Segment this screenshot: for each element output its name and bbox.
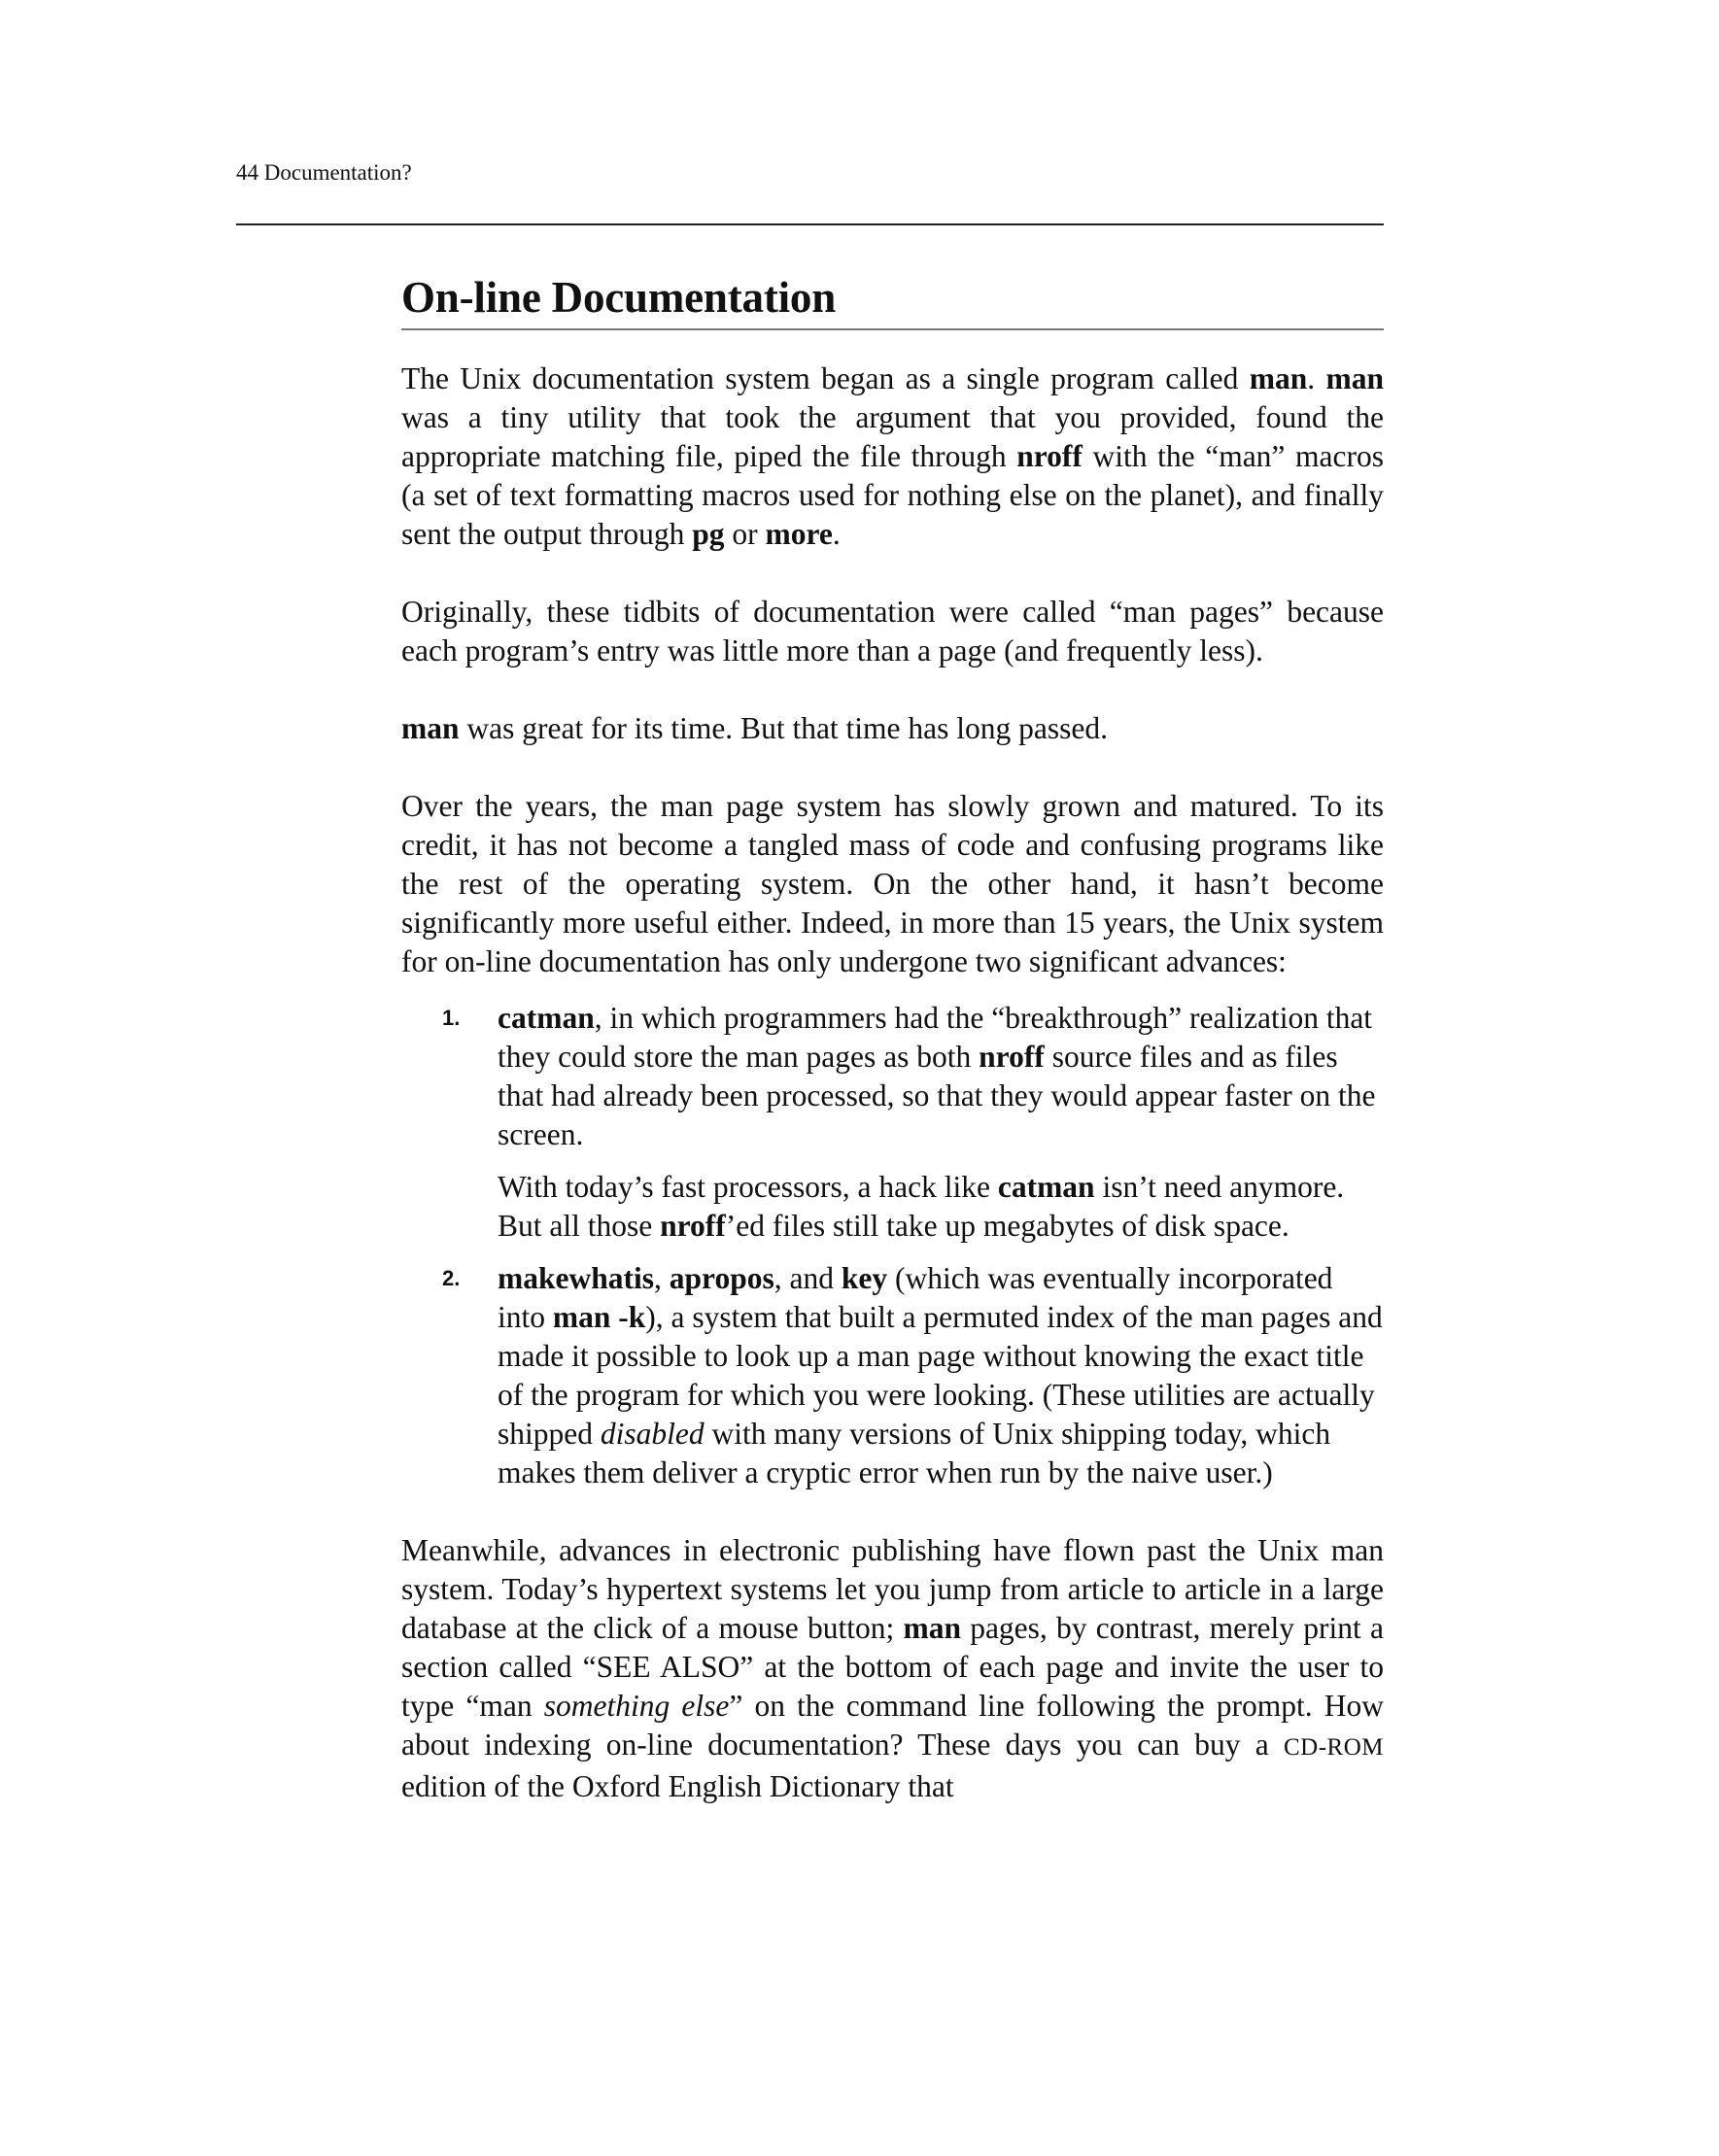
command-name: makewhatis	[498, 1261, 655, 1295]
command-name: man	[1249, 361, 1308, 395]
command-name: catman	[997, 1170, 1095, 1204]
command-name: man -k	[552, 1300, 646, 1334]
title-rule	[401, 328, 1384, 330]
advances-list	[401, 999, 1384, 1492]
command-name: key	[841, 1261, 888, 1295]
paragraph-man-pages: Originally, these tidbits of documentation were called “man pages” because each program’s entry was little more than a page (and frequently less).	[401, 595, 1384, 667]
paragraph-intro: The Unix documentation system began as a single program called man. man was a tiny utility that took the argument that you provided, found the appropriate matching file, piped the file through nroff with the “man” macros (a set of text formatting macros used for nothing else on the planet), and finally sent the output through pg or more.	[401, 361, 1385, 551]
list-item-text: catman, in which programmers had the “breakthrough” realization that they could store the man pages as both nroff source files and as files that had already been processed, so that they would appear faster on the screen.	[498, 1001, 1376, 1151]
paragraph-man-great: man was great for its time. But that time has long passed.	[401, 711, 1109, 745]
command-name: pg	[692, 517, 725, 551]
header-rule	[236, 223, 1384, 225]
list-item-text: makewhatis, apropos, and key (which was eventually incorporated into man -k), a system that built a permuted index of the man pages and made it possible to look up a man page without knowing the exact title of the program for which you were looking. (These utilities are actually shipped disabled with many versions of Unix shipping today, which makes them deliver a cryptic error when run by the naive user.)	[498, 1261, 1383, 1489]
command-name: more	[765, 517, 833, 551]
command-name: nroff	[979, 1040, 1045, 1074]
command-name: man	[401, 711, 460, 745]
command-name: catman	[498, 1001, 595, 1035]
command-name: man	[903, 1611, 961, 1645]
small-caps: CD-ROM	[1283, 1734, 1384, 1761]
command-name: nroff	[660, 1209, 726, 1243]
list-item-text: With today’s fast processors, a hack like catman isn’t need anymore. But all those nroff’ed files still take up megabytes of disk space.	[498, 1170, 1345, 1243]
paragraph-over-the-years: Over the years, the man page system has slowly grown and matured. To its credit, it has not become a tangled mass of code and confusing programs like the rest of the operating system. On the other hand, it hasn’t become significantly more useful either. Indeed, in more than 15 years, the Unix system for on-line documentation has only undergone two significant advances:	[401, 789, 1384, 978]
paragraph-meanwhile: Meanwhile, advances in electronic publishing have flown past the Unix man system. Today’s hypertext systems let you jump from article to article in a large database at the click of a mouse button; man pages, by contrast, merely print a section called “SEE ALSO” at the bottom of each page and invite the user to type “man something else” on the command line following the prompt. How about indexing on-line documentation? These days you can buy a CD-ROM edition of the Oxford English Dictionary that	[401, 1533, 1384, 1803]
command-name: nroff	[1016, 439, 1083, 473]
list-number: 2.	[442, 1266, 461, 1290]
emphasis: something else	[543, 1689, 730, 1723]
list-item	[401, 1259, 1384, 1492]
list-number: 1.	[442, 1006, 461, 1030]
emphasis: disabled	[600, 1417, 705, 1451]
command-name: man	[1325, 361, 1385, 395]
running-head: 44 Documentation?	[236, 160, 412, 185]
command-name: apropos	[669, 1261, 774, 1295]
list-item	[401, 999, 1384, 1246]
page-body	[401, 270, 1384, 1845]
section-title: On-line Documentation	[401, 273, 837, 322]
